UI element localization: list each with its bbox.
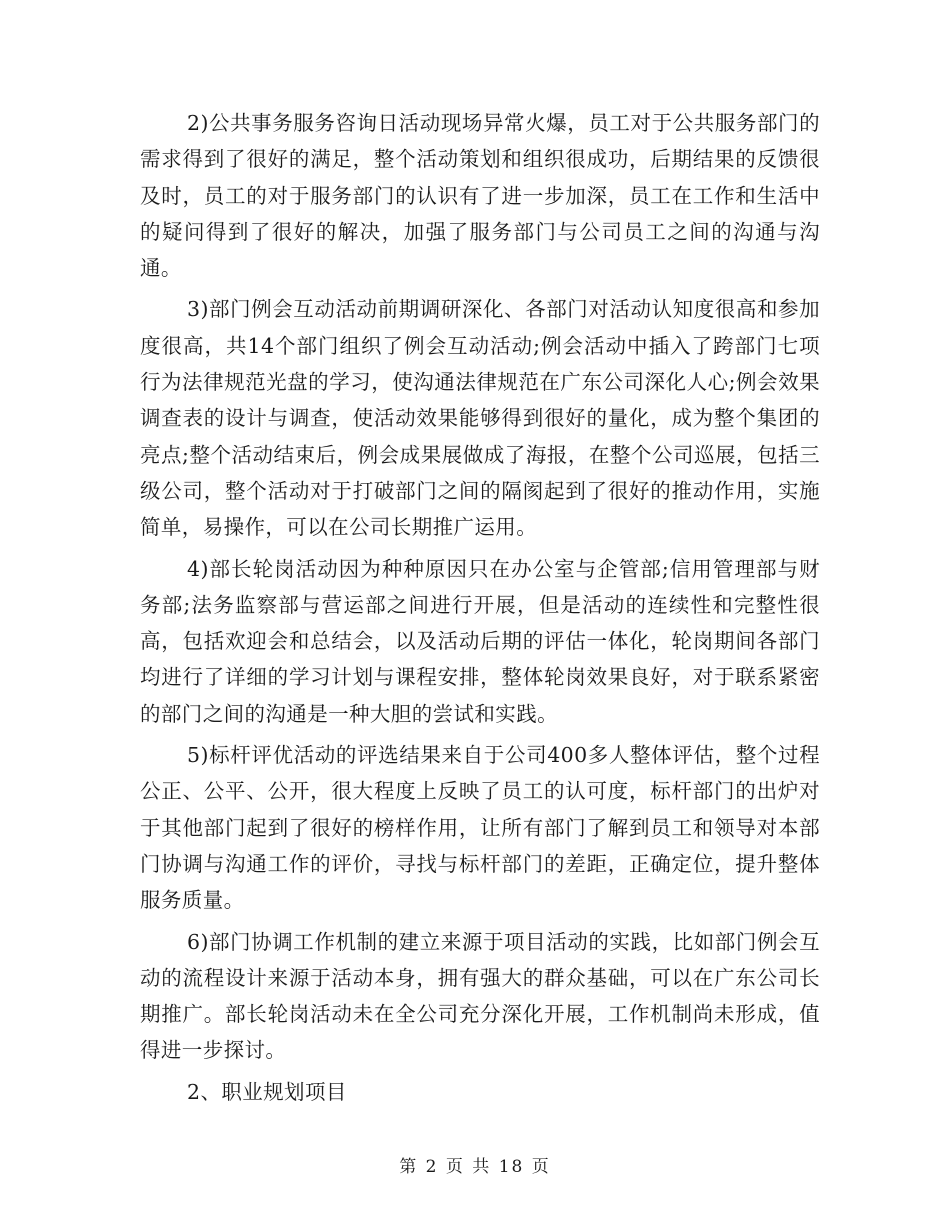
paragraph-coordination-mechanism: 6)部门协调工作机制的建立来源于项目活动的实践，比如部门例会互动的流程设计来源于活动本身，拥有强大的群众基础，可以在广东公司长期推广。部长轮岗活动未在全公司充分深化开展，工作机制尚未形成，值得进一步探讨。	[140, 929, 820, 1063]
paragraph-benchmark-award: 5)标杆评优活动的评选结果来自于公司400多人整体评估，整个过程公正、公平、公开，很大程度上反映了员工的认可度，标杆部门的出炉对于其他部门起到了很好的榜样作用，让所有部门了解到员工和领导对本部门协调与沟通工作的评价，寻找与标杆部门的差距，正确定位，提升整体服务质量。	[140, 743, 820, 913]
section-heading-career-planning: 2、职业规划项目	[187, 1079, 347, 1104]
document-body	[140, 105, 820, 1115]
page-number-footer: 第 2 页 共 18 页	[399, 1157, 551, 1177]
paragraph-department-meeting: 3)部门例会互动活动前期调研深化、各部门对活动认知度很高和参加度很高，共14个部门组织了例会互动活动;例会活动中插入了跨部门七项行为法律规范光盘的学习，使沟通法律规范在广东公司深化人心;例会效果调查表的设计与调查，使活动效果能够得到很好的量化，成为整个集团的亮点;整个活动结束后，例会成果展做成了海报，在整个公司巡展，包括三级公司，整个活动对于打破部门之间的隔阂起到了很好的推动作用，实施简单，易操作，可以在公司长期推广运用。	[140, 297, 820, 540]
paragraph-minister-rotation: 4)部长轮岗活动因为种种原因只在办公室与企管部;信用管理部与财务部;法务监察部与营运部之间进行开展，但是活动的连续性和完整性很高，包括欢迎会和总结会，以及活动后期的评估一体化，轮岗期间各部门均进行了详细的学习计划与课程安排，整体轮岗效果良好，对于联系紧密的部门之间的沟通是一种大胆的尝试和实践。	[140, 556, 820, 726]
paragraph-public-service-day: 2)公共事务服务咨询日活动现场异常火爆，员工对于公共服务部门的需求得到了很好的满足，整个活动策划和组织很成功，后期结果的反馈很及时，员工的对于服务部门的认识有了进一步加深，员工在工作和生活中的疑问得到了很好的解决，加强了服务部门与公司员工之间的沟通与沟通。	[140, 111, 820, 281]
